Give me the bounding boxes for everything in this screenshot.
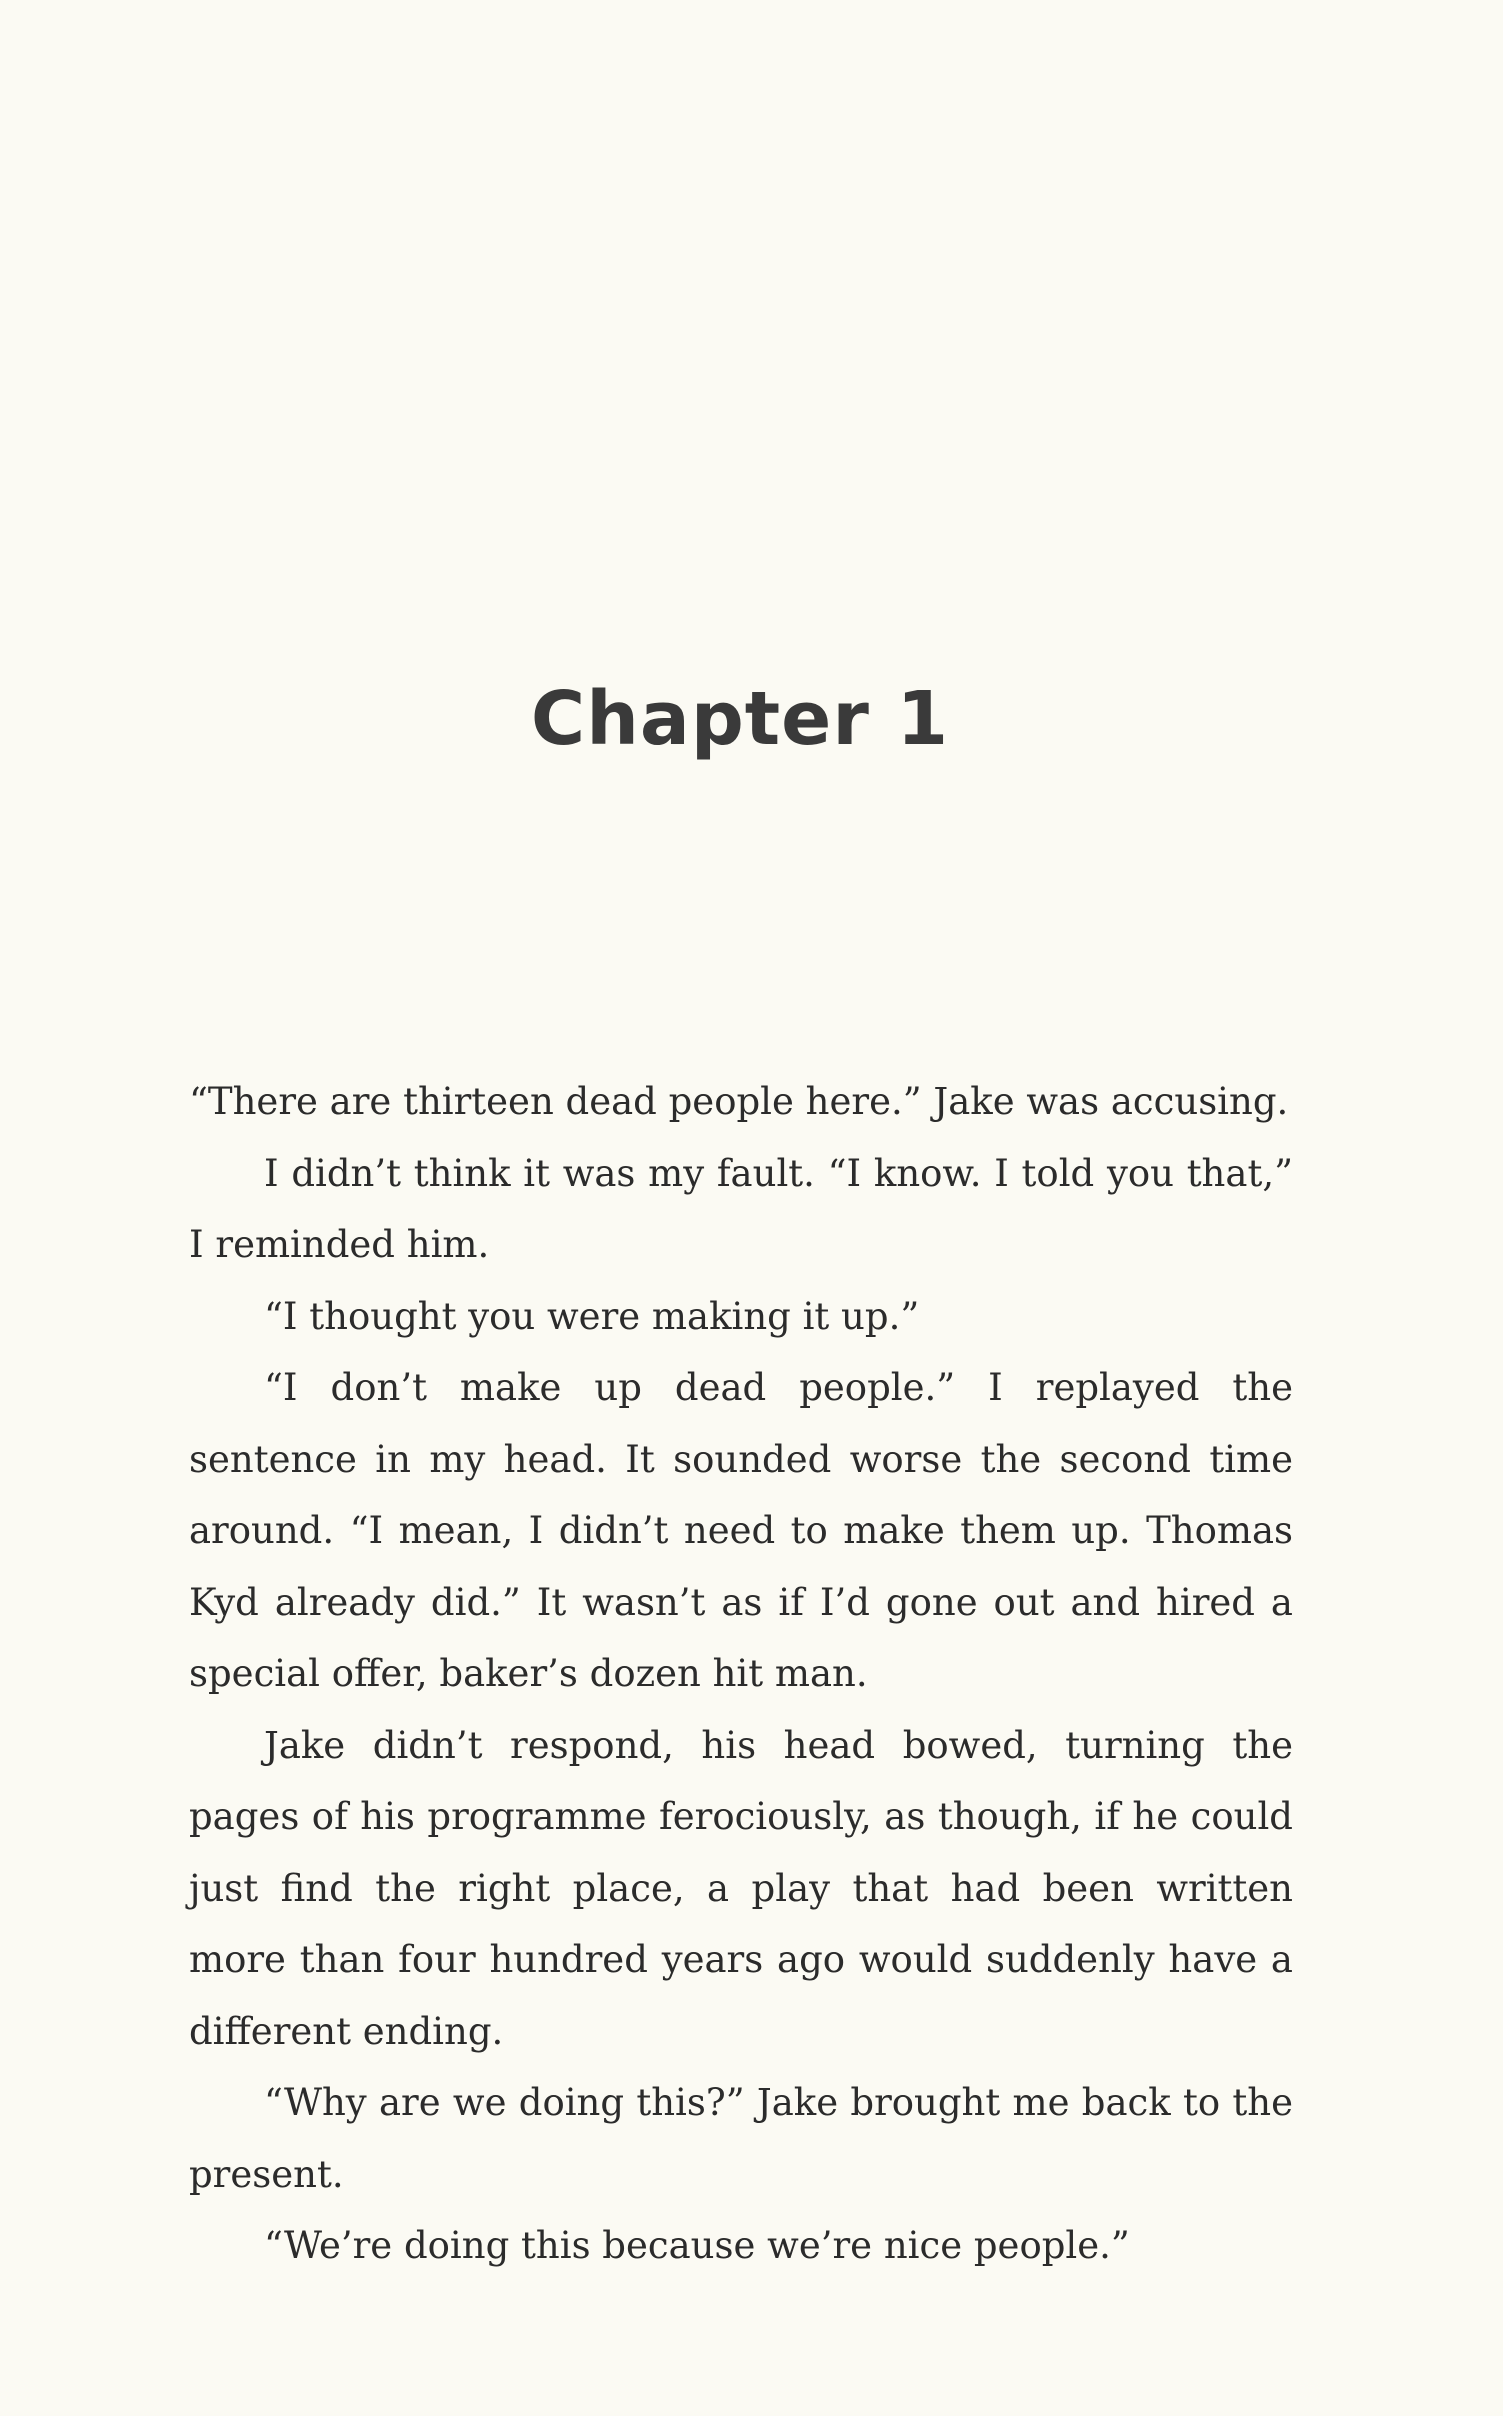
paragraph-7: “We’re doing this because we’re nice people.” — [264, 2224, 1130, 2267]
chapter-title: Chapter 1 — [530, 676, 950, 762]
paragraph-6: “Why are we doing this?” Jake brought me back to the present. — [189, 2081, 1293, 2196]
chapter-body — [189, 1066, 1293, 2282]
paragraph-4: “I don’t make up dead people.” I replayed the sentence in my head. It sounded worse the second time around. “I mean, I didn’t need to make them up. Thomas Kyd already did.” It wasn’t as if I’d gone out and hired a special offer, baker’s dozen hit man. — [189, 1366, 1293, 1695]
paragraph-3: “I thought you were making it up.” — [264, 1294, 920, 1338]
paragraph-2: I didn’t think it was my fault. “I know. I told you that,” I reminded him. — [189, 1151, 1293, 1266]
paragraph-1: “There are thirteen dead people here.” Jake was accusing. — [189, 1080, 1289, 1123]
paragraph-5: Jake didn’t respond, his head bowed, turning the pages of his programme ferociously, as though, if he could just find the right place, a play that had been written more than four hundred years ago would suddenly have a different ending. — [189, 1723, 1293, 2053]
